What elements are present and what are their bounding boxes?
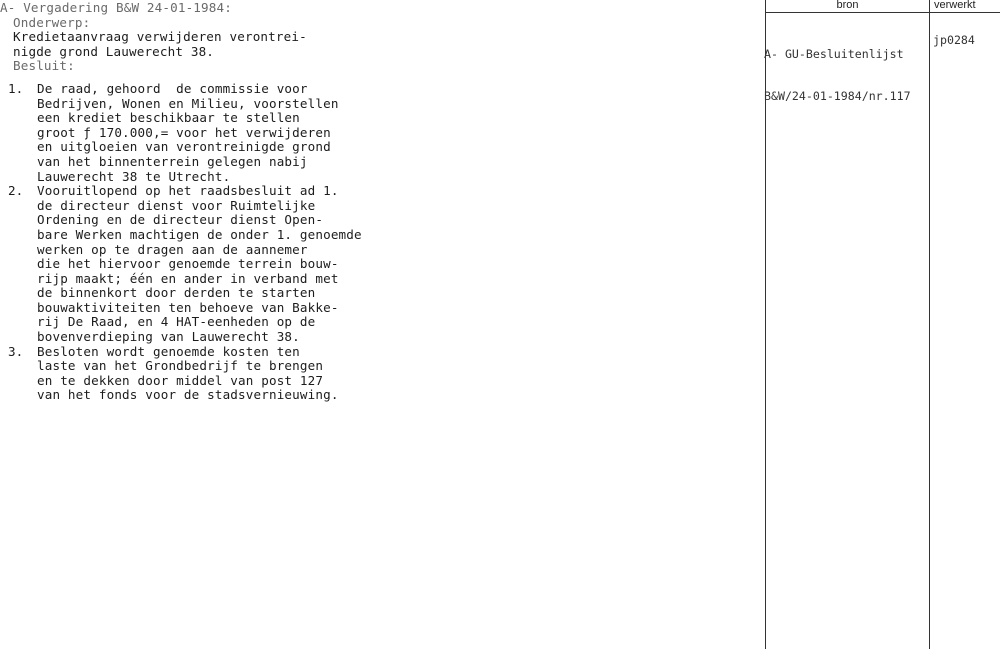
decision-line: bouwaktiviteiten ten behoeve van Bakke-: [37, 299, 339, 315]
decision-number: 1.: [8, 80, 24, 96]
decision-line: bovenverdieping van Lauwerecht 38.: [37, 329, 300, 345]
source-line: B&W/24-01-1984/nr.117: [764, 89, 911, 103]
decision-line: Lauwerecht 38 te Utrecht.: [37, 168, 231, 184]
decision-record: [0, 1, 740, 403]
decision-line: rijp maakt; één en ander in verband met: [37, 270, 339, 286]
decision-line: Vooruitlopend op het raadsbesluit ad 1.: [37, 183, 339, 199]
decision-line: van het fonds voor de stadsvernieuwing.: [37, 387, 339, 403]
processed-code: jp0284: [933, 33, 975, 47]
decision-line: laste van het Grondbedrijf te brengen: [37, 358, 324, 374]
decision-label: Besluit:: [13, 58, 75, 74]
meeting-title: A- Vergadering B&W 24-01-1984:: [0, 0, 232, 15]
decision-line: werken op te dragen aan de aannemer: [37, 241, 308, 257]
decision-item-1: [0, 82, 740, 184]
decision-line: Besloten wordt genoemde kosten ten: [37, 343, 300, 359]
column-header-bron: bron: [836, 0, 859, 11]
decision-line: en uitgloeien van verontreinigde grond: [37, 139, 331, 155]
decision-number: 2.: [8, 183, 24, 199]
decision-line: van het binnenterrein gelegen nabij: [37, 153, 308, 169]
decision-line: die het hiervoor genoemde terrein bouw-: [37, 256, 339, 272]
decision-line: en te dekken door middel van post 127: [37, 372, 324, 388]
decision-line: De raad, gehoord de commissie voor: [37, 80, 308, 96]
source-reference: [764, 19, 911, 131]
decision-line: bare Werken machtigen de onder 1. genoemde: [37, 226, 362, 242]
column-divider: [929, 0, 930, 649]
decision-item-3: [0, 345, 740, 403]
decision-item-2: [0, 184, 740, 345]
subject-label: Onderwerp:: [13, 14, 91, 30]
decision-line: de directeur dienst voor Ruimtelijke: [37, 197, 316, 213]
decision-line: Bedrijven, Wonen en Milieu, voorstellen: [37, 95, 339, 111]
subject-line: nigde grond Lauwerecht 38.: [13, 43, 215, 59]
source-line: A- GU-Besluitenlijst: [764, 47, 904, 61]
decision-number: 3.: [8, 343, 24, 359]
decision-line: de binnenkort door derden te starten: [37, 285, 316, 301]
decision-line: groot ƒ 170.000,= voor het verwijderen: [37, 124, 331, 140]
decision-line: Ordening en de directeur dienst Open-: [37, 212, 324, 228]
subject-line: Kredietaanvraag verwijderen verontrei-: [13, 29, 307, 45]
decision-line: een krediet beschikbaar te stellen: [37, 110, 300, 126]
decision-line: rij De Raad, en 4 HAT-eenheden op de: [37, 314, 316, 330]
column-header-verwerkt: verwerkt: [934, 0, 976, 11]
header-rule: [765, 12, 1000, 13]
